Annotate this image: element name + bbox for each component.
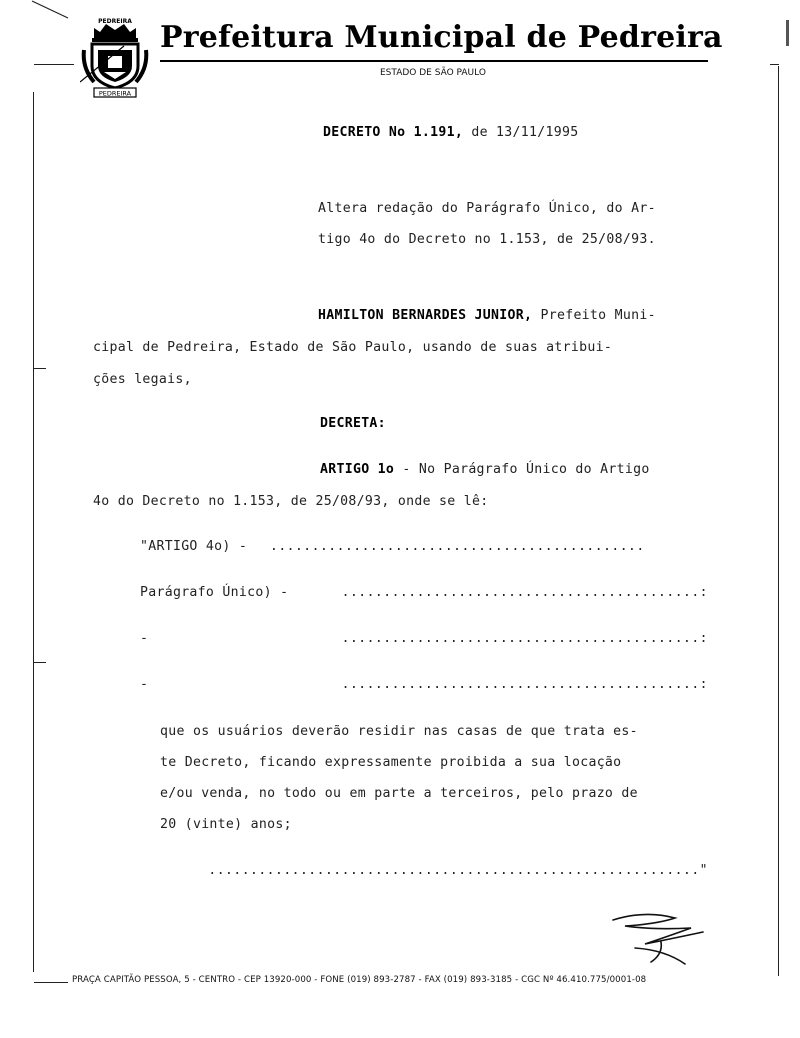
preamble-line: ções legais,	[93, 372, 192, 387]
mayor-name: HAMILTON BERNARDES JUNIOR,	[318, 308, 533, 323]
quote-dash: -	[140, 631, 149, 646]
artigo-first-line	[320, 462, 650, 477]
preamble-line: cipal de Pedreira, Estado de São Paulo, usando de suas atribui-	[93, 340, 613, 355]
crest-motto-text: PEDREIRA	[98, 18, 132, 25]
title-underline	[160, 60, 708, 62]
quote-dots-line: ...........................................:	[341, 631, 708, 646]
municipal-crest-logo	[80, 16, 150, 98]
quote-dash: -	[140, 677, 149, 692]
decree-number: DECRETO No 1.191,	[323, 125, 464, 140]
state-subtitle: ESTADO DE SÃO PAULO	[380, 68, 486, 78]
municipality-title: Prefeitura Municipal de Pedreira	[160, 20, 723, 55]
clause-line: e/ou venda, no todo ou em parte a terceiros, pelo prazo de	[160, 786, 638, 801]
crest-ribbon-text: PEDREIRA	[98, 89, 132, 98]
left-margin-tick	[34, 368, 46, 369]
artigo-label: ARTIGO 1o	[320, 462, 395, 477]
left-margin-line	[33, 92, 34, 972]
footer-address: PRAÇA CAPITÃO PESSOA, 5 - CENTRO - CEP 13920-000 - FONE (019) 893-2787 - FAX (019) 893-3185 - CGC Nº 46.410.775/0001-08	[72, 975, 647, 985]
decree-date: de 13/11/1995	[471, 125, 579, 140]
decree-summary-line: Altera redação do Parágrafo Único, do Ar-	[318, 201, 656, 216]
clause-line: te Decreto, ficando expressamente proibida a sua locação	[160, 755, 622, 770]
decree-heading-line	[323, 125, 578, 140]
clause-line: que os usuários deverão residir nas casas de que trata es-	[160, 724, 638, 739]
clause-line: 20 (vinte) anos;	[160, 817, 292, 832]
top-left-margin-mark	[34, 64, 74, 65]
decree-summary-line: tigo 4o do Decreto no 1.153, de 25/08/93.	[318, 232, 656, 247]
artigo-second-line: 4o do Decreto no 1.153, de 25/08/93, onde se lê:	[93, 494, 489, 509]
quote-paragrafo-dots: ...........................................:	[341, 585, 708, 600]
closing-dots-line: ..........................................................."	[208, 863, 708, 878]
left-margin-tick	[34, 662, 46, 663]
quote-artigo-label: "ARTIGO 4o) -	[140, 539, 248, 554]
handwritten-signature	[605, 908, 709, 970]
quote-dots-line: ...........................................:	[341, 677, 708, 692]
top-right-margin-mark	[770, 64, 779, 65]
preamble-first-line	[318, 308, 656, 323]
mayor-title: Prefeito Muni-	[540, 308, 656, 323]
quote-artigo-dots: .............................................	[270, 539, 645, 554]
edge-mark	[786, 20, 789, 46]
right-margin-line	[778, 66, 779, 976]
artigo-text: - No Parágrafo Único do Artigo	[402, 462, 650, 477]
corner-scan-mark	[30, 0, 70, 20]
decreta-heading: DECRETA:	[320, 416, 386, 431]
footer-left-rule	[34, 982, 68, 983]
quote-paragrafo-label: Parágrafo Único) -	[140, 585, 289, 600]
